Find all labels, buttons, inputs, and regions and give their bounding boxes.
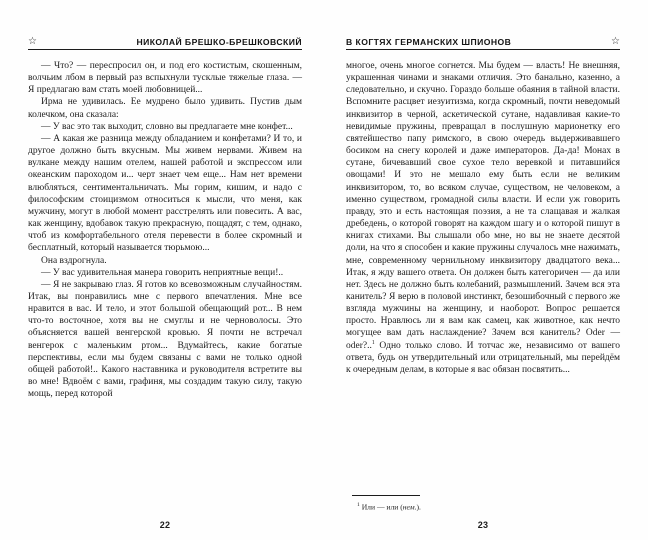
footnote-reference: 1 xyxy=(371,339,375,346)
right-running-head-title: В КОГТЯХ ГЕРМАНСКИХ ШПИОНОВ xyxy=(346,37,512,48)
paragraph xyxy=(346,60,620,376)
paragraph: — Я не закрываю глаз. Я готов ко всевозможным случайностям. Итак, вы понравились мне с первого впечатления. Мне все нравится в вас. И тело, и этот большой обещающий рот... В нем что-то восточное, хотя вы не смуглы и не черноволосы. Это объясняется вашей венгерской кровью. Я почти не встречал венгерок с маленьким ртом... Вдумайтесь, какие богатые перспективы, если мы будем связаны с вами не только одной общей работой!.. Какого наставника и руководителя встретите вы во мне! Вдвоём с вами, графиня, мы создадим такую силу, такую мощь, перед которой xyxy=(28,279,302,400)
paragraph: — Что? — переспросил он, и под его костистым, скошенным, волчьим лбом в первый раз вспыхнули тусклые тяжелые глаза. — Я предлагаю вам стать моей любовницей... xyxy=(28,61,302,96)
right-page-number: 23 xyxy=(477,520,489,530)
right-page xyxy=(324,0,648,540)
paragraph: — А какая же разница между обладанием и конфетами? И то, и другое должно быть вкусным. Мы живем нервами. Живем на вулкане между нашим отелем, нашей работой и экспрессом или океанским пароходом и... черт знает чем еще... Нам нет времени влюбляться, сентиментальничать. Мы горим, кишим, и надо с философским стоицизмом относиться к мысли, что меня, как мужчину, могут в любой момент расстрелять или повесить. А вас, как женщину, вдобавок такую прекрасную, пощадят, с тем, однако, чтоб из комфортабельного отеля перевести в более скромный и бесплатный, который называется тюрьмою... xyxy=(28,133,302,254)
left-page-body xyxy=(28,60,302,513)
paragraph: Она вздрогнула. xyxy=(41,255,107,266)
paragraph: — У вас удивительная манера говорить неприятные вещи!.. xyxy=(41,267,284,278)
left-page-number: 22 xyxy=(159,520,171,530)
footnote-language-label: нем. xyxy=(402,503,417,512)
right-page-body xyxy=(346,60,620,487)
left-page-running-head xyxy=(28,28,302,48)
paragraph: — У вас это так выходит, словно вы предлагаете мне конфет... xyxy=(41,121,293,132)
right-header-rule xyxy=(346,49,620,50)
star-icon: ☆ xyxy=(611,36,620,47)
paragraph-continuation: Одно только слово. И тотчас же, независимо от вашего ответа, будь он утвердительный или отрицательный, мы перейдём к очередным делам, в которые я вас обязан посвятить... xyxy=(346,340,620,375)
left-running-head-title: НИКОЛАЙ БРЕШКО-БРЕШКОВСКИЙ xyxy=(136,37,302,48)
left-header-rule xyxy=(28,49,302,50)
footnote-area xyxy=(346,495,620,513)
right-page-running-head xyxy=(346,28,620,48)
footnote-marker: 1 xyxy=(357,502,360,509)
footnote-separator-rule xyxy=(352,495,420,496)
footnote-text: Или — или ( xyxy=(361,503,403,512)
footnote xyxy=(346,500,620,513)
paragraph: Ирма не удивилась. Ее мудрено было удивить. Пустив дым колечком, она сказала: xyxy=(28,97,302,120)
footnote-text-end: ). xyxy=(416,503,421,512)
paragraph-text: многое, очень многое согнется. Мы будем — власть! Не внешняя, украшенная чинами и знаками отличия. Это банально, казенно, а следовательно, и скучно. Гораздо больше обаяния в тайной власти. Вспомните расцвет иезуитизма, когда скромный, почти неведомый инквизитор в черной, аскетической сутане, надавливая какие-то невидимые пружины, превращал в послушную марионетку его святейшество папу римского, в свою очередь выдерживавшего босиком на снегу королей и даже императоров. Да-да! Монах в сутане, бичевавший свое сухое тело веревкой и питавшийся овощами! И это не мешало ему быть если не великим инквизитором, то, во всяком случае, существом, не человеком, а именно существом, громадной силы власти. И если уж говорить правду, это и есть настоящая поэзия, а не та слащавая и жалкая дребедень, о которой говорят на каждом шагу и о которой пишут в книгах стихами. Вы слышали обо мне, но вы не знаете десятой доли, на что я способен и какие пружины случалось мне нажимать, мне, современному чернильному инквизитору двадцатого века... Итак, я жду вашего ответа. Он должен быть категоричен — да или нет. Здесь не должно быть колебаний, размышлений. Зачем вся эта канитель? Я верю в половой инстинкт, безошибочный с первого же взгляда мужчины на женщину, и наоборот. Вопрос решается просто. Нравлюсь ли я вам как самец, как животное, как нечто могущее вам дать наслаждение? Зачем вся канитель? Oder — oder?.. xyxy=(346,61,620,351)
star-icon: ☆ xyxy=(28,36,37,47)
